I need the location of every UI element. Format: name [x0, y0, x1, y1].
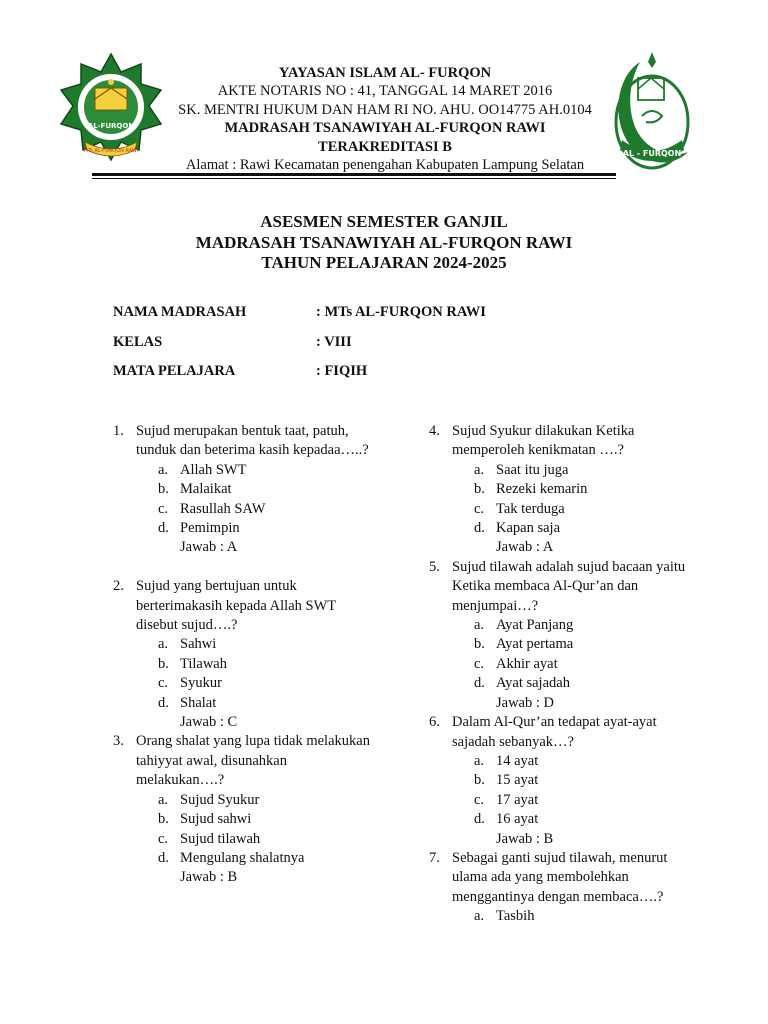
option-item — [452, 674, 689, 693]
option-text: Shalat — [180, 694, 217, 711]
option-text: Ayat pertama — [496, 636, 574, 653]
option-item — [452, 810, 689, 829]
option-letter: d. — [474, 675, 485, 692]
answer-key: Jawab : B — [180, 869, 238, 886]
letterhead — [120, 64, 650, 174]
info-label: MATA PELAJARA — [113, 363, 236, 379]
option-text: Tak terduga — [496, 500, 565, 517]
option-list — [136, 791, 373, 869]
option-text: Akhir ayat — [496, 655, 558, 672]
option-item — [136, 830, 373, 849]
option-text: Sujud Syukur — [180, 791, 260, 808]
logo-left-ribbon: MTs AL-FURQON RAWI — [83, 148, 139, 154]
option-text: Saat itu juga — [496, 461, 569, 478]
option-letter: b. — [158, 481, 169, 498]
option-item — [136, 791, 373, 810]
option-item — [452, 461, 689, 480]
option-text: Tilawah — [180, 655, 227, 672]
questions-column-right — [429, 422, 689, 927]
option-letter: c. — [158, 675, 169, 692]
question-3 — [113, 732, 373, 887]
answer-key: Jawab : A — [180, 539, 238, 556]
school-name: MADRASAH TSANAWIYAH AL-FURQON RAWI — [224, 120, 546, 137]
option-item — [452, 635, 689, 654]
option-text: Tasbih — [496, 908, 535, 925]
question-text: Sujud merupakan bentuk taat, patuh, tunduk dan beterima kasih kepadaa…..? — [136, 423, 369, 459]
option-letter: b. — [474, 481, 485, 498]
option-item — [136, 519, 373, 538]
option-text: Ayat sajadah — [496, 675, 570, 692]
option-letter: d. — [474, 520, 485, 537]
option-text: 14 ayat — [496, 752, 539, 769]
accreditation-line: TERAKREDITASI B — [318, 138, 452, 155]
option-letter: b. — [474, 636, 485, 653]
option-item — [136, 500, 373, 519]
option-list — [452, 907, 689, 926]
option-item — [452, 791, 689, 810]
option-item — [452, 519, 689, 538]
option-text: Sujud tilawah — [180, 830, 261, 847]
option-letter: a. — [474, 908, 485, 925]
option-list — [136, 461, 373, 539]
title-line-1: ASESMEN SEMESTER GANJIL — [260, 212, 508, 231]
address-line: Alamat : Rawi Kecamatan penengahan Kabupaten Lampung Selatan — [185, 157, 585, 174]
document-title — [0, 212, 768, 274]
answer-key: Jawab : A — [496, 539, 554, 556]
option-letter: a. — [158, 791, 169, 808]
question-text: Sebagai ganti sujud tilawah, menurut ulama ada yang membolehkan menggantinya dengan membaca….? — [452, 849, 668, 905]
question-6 — [429, 713, 689, 849]
option-letter: d. — [158, 520, 169, 537]
option-letter: c. — [474, 500, 485, 517]
questions-column-left — [113, 422, 373, 888]
question-number: 4. — [429, 423, 440, 439]
option-list — [136, 635, 373, 713]
option-item — [136, 480, 373, 499]
question-text: Dalam Al-Qur’an tedapat ayat-ayat sajadah sebanyak…? — [452, 714, 657, 750]
option-letter: d. — [474, 811, 485, 828]
option-text: Allah SWT — [180, 461, 247, 478]
option-text: Syukur — [180, 675, 222, 692]
info-label: KELAS — [113, 333, 163, 350]
option-letter: b. — [158, 655, 169, 672]
option-text: Rasullah SAW — [180, 500, 266, 517]
option-letter: a. — [158, 636, 169, 653]
option-item — [452, 655, 689, 674]
option-list — [452, 616, 689, 694]
option-list — [452, 752, 689, 830]
option-letter: c. — [158, 500, 169, 517]
logo-left-text: AL-FURQON — [87, 122, 135, 130]
option-letter: b. — [158, 811, 169, 828]
option-text: Kapan saja — [496, 520, 561, 537]
notary-line: AKTE NOTARIS NO : 41, TANGGAL 14 MARET 2016 — [217, 83, 553, 100]
question-number: 2. — [113, 578, 124, 595]
option-letter: b. — [474, 772, 485, 789]
info-value: : FIQIH — [316, 363, 368, 379]
foundation-name: YAYASAN ISLAM AL- FURQON — [278, 65, 492, 81]
logo-right-text: AL - FURQON — [622, 149, 682, 158]
option-letter: d. — [158, 694, 169, 711]
question-number: 3. — [113, 733, 124, 750]
option-item — [452, 480, 689, 499]
option-item — [136, 694, 373, 713]
question-text: Orang shalat yang lupa tidak melakukan tahiyyat awal, disunahkan melakukan….? — [136, 733, 370, 789]
option-item — [136, 810, 373, 829]
option-letter: d. — [158, 849, 169, 866]
info-value: : MTs AL-FURQON RAWI — [316, 304, 486, 320]
question-text: Sujud tilawah adalah sujud bacaan yaitu Ketika membaca Al-Qur’an dan menjumpai…? — [452, 558, 686, 614]
info-value: : VIII — [316, 333, 352, 350]
option-letter: a. — [474, 617, 485, 634]
option-text: 16 ayat — [496, 811, 539, 828]
option-letter: c. — [474, 791, 485, 808]
letterhead-divider-thin — [92, 178, 616, 179]
question-number: 7. — [429, 849, 440, 866]
option-item — [452, 616, 689, 635]
option-item — [136, 655, 373, 674]
question-4 — [429, 422, 689, 558]
question-5 — [429, 558, 689, 713]
option-text: Ayat Panjang — [496, 617, 574, 634]
question-2 — [113, 577, 373, 732]
option-text: 15 ayat — [496, 772, 539, 789]
title-line-2: MADRASAH TSANAWIYAH AL-FURQON RAWI — [195, 232, 573, 252]
option-letter: c. — [474, 655, 485, 672]
option-item — [136, 674, 373, 693]
option-item — [136, 461, 373, 480]
option-text: Rezeki kemarin — [496, 481, 588, 498]
option-text: Malaikat — [180, 481, 232, 498]
title-line-3: TAHUN PELAJARAN 2024-2025 — [261, 253, 507, 272]
question-text: Sujud Syukur dilakukan Ketika memperoleh kenikmatan ….? — [452, 423, 635, 459]
option-item — [136, 635, 373, 654]
option-item — [452, 500, 689, 519]
option-item — [452, 771, 689, 790]
answer-key: Jawab : C — [180, 714, 238, 731]
option-letter: a. — [474, 461, 485, 478]
question-7 — [429, 849, 689, 927]
option-item — [136, 849, 373, 868]
option-letter: c. — [158, 830, 169, 847]
answer-key: Jawab : D — [496, 694, 554, 711]
question-number: 1. — [113, 423, 124, 439]
option-text: Sahwi — [180, 636, 217, 653]
option-text: Mengulang shalatnya — [180, 849, 305, 866]
letterhead-divider-thick — [92, 173, 616, 176]
option-list — [452, 461, 689, 539]
decree-line: SK. MENTRI HUKUM DAN HAM RI NO. AHU. OO14775 AH.0104 — [178, 101, 592, 118]
option-item — [452, 752, 689, 771]
question-number: 5. — [429, 558, 440, 575]
info-label: NAMA MADRASAH — [113, 304, 247, 320]
answer-key: Jawab : B — [496, 830, 554, 847]
option-letter: a. — [158, 461, 169, 478]
option-text: 17 ayat — [496, 791, 539, 808]
option-text: Pemimpin — [180, 520, 240, 537]
option-item — [452, 907, 689, 926]
option-text: Sujud sahwi — [180, 811, 252, 828]
question-1 — [113, 422, 373, 558]
question-number: 6. — [429, 714, 440, 731]
option-letter: a. — [474, 752, 485, 769]
question-text: Sujud yang bertujuan untuk berterimakasih kepada Allah SWT disebut sujud….? — [136, 578, 336, 634]
